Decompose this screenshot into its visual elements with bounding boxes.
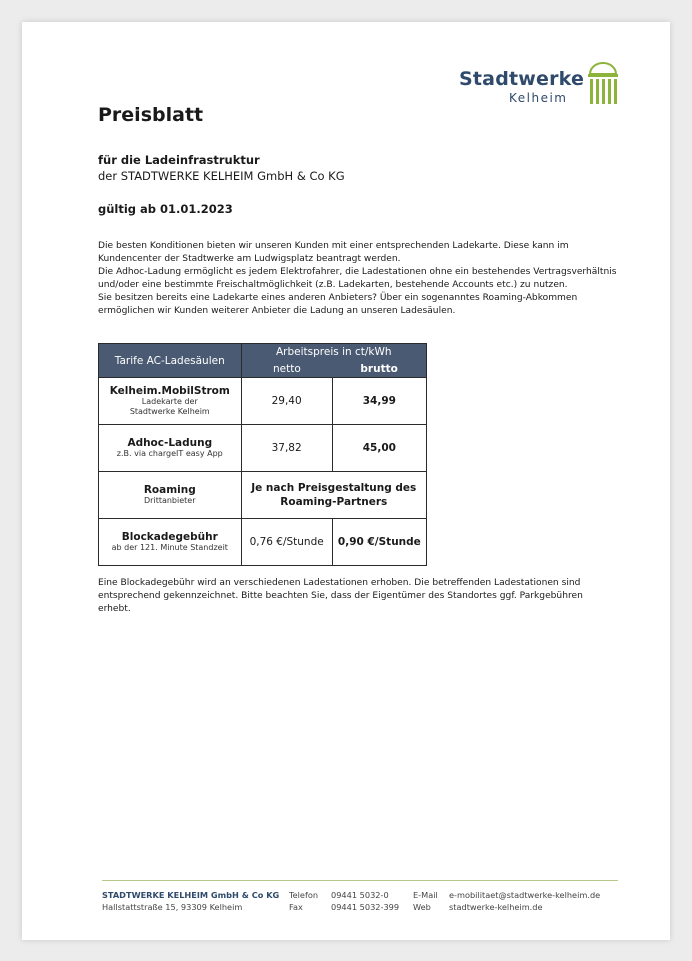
intro-text	[98, 240, 618, 317]
blockade-note: Eine Blockadegebühr wird an verschiedenen Ladestationen erhoben. Die betreffenden Ladestationen sind entsprechend gekennzeichnet. Bitte beachten Sie, dass der Eigentümer des Standortes ggf. Parkgebühren erhebt.	[98, 578, 583, 614]
logo-word-stadtwerke: Stadtwerke	[459, 68, 585, 90]
logo-word-kelheim: Kelheim	[509, 91, 568, 105]
tariff-name-cell	[99, 378, 242, 425]
validity-date: gültig ab 01.01.2023	[98, 202, 233, 216]
tariff-description: Ladekarte der Stadtwerke Kelheim	[129, 397, 210, 416]
footer-tel: 09441 5032-0	[331, 890, 389, 900]
document-page	[22, 22, 670, 940]
footer-web-labels	[413, 889, 438, 913]
page-title: Preisblatt	[98, 104, 204, 126]
tariff-description: ab der 121. Minute Standzeit	[111, 543, 228, 552]
price-roaming: Je nach Preisgestaltung des Roaming-Partners	[241, 472, 426, 519]
table-row	[99, 472, 427, 519]
header-netto: netto	[241, 361, 332, 378]
header-tarife: Tarife AC-Ladesäulen	[99, 344, 242, 378]
intro-paragraph: Sie besitzen bereits eine Ladekarte eines anderen Anbieters? Über ein sogenanntes Roaming-Abkommen ermöglichen wir Kunden weiterer Anbieter die Ladung an unseren Ladesäulen.	[98, 292, 578, 316]
price-brutto: 0,90 €/Stunde	[332, 519, 426, 566]
tariff-name-cell	[99, 425, 242, 472]
price-netto: 37,82	[241, 425, 332, 472]
table-row	[99, 519, 427, 566]
footer-company-block	[102, 889, 279, 913]
tariff-name-cell	[99, 472, 242, 519]
header-arbeitspreis: Arbeitspreis in ct/kWh	[241, 344, 426, 361]
footer	[102, 880, 618, 912]
intro-paragraph: Die besten Konditionen bieten wir unseren Kunden mit einer entsprechenden Ladekarte. Diese kann im Kundencenter der Stadtwerke am Ludwigsplatz beantragt werden.	[98, 241, 569, 264]
footer-phone-values	[331, 889, 399, 913]
header-brutto: brutto	[332, 361, 426, 378]
tariff-name: Roaming	[143, 484, 196, 496]
footer-web-link[interactable]: stadtwerke-kelheim.de	[449, 902, 543, 912]
footer-company: STADTWERKE KELHEIM GmbH & Co KG	[102, 890, 280, 900]
price-brutto: 45,00	[332, 425, 426, 472]
tariff-name: Blockadegebühr	[121, 531, 218, 543]
tariff-table	[98, 343, 427, 566]
footer-address: Hallstattstraße 15, 93309 Kelheim	[102, 902, 243, 912]
subtitle-bold: für die Ladeinfrastruktur	[98, 153, 260, 167]
footer-email-label: E-Mail	[413, 890, 438, 900]
footer-tel-label: Telefon	[289, 890, 319, 900]
table-row	[99, 378, 427, 425]
tariff-name: Kelheim.MobilStrom	[109, 385, 230, 397]
footer-email-link[interactable]: e-mobilitaet@stadtwerke-kelheim.de	[449, 890, 601, 900]
tariff-description: z.B. via chargeIT easy App	[116, 449, 223, 458]
price-brutto: 34,99	[332, 378, 426, 425]
logo-building-icon	[587, 60, 619, 106]
footer-fax: 09441 5032-399	[331, 902, 400, 912]
footer-web-values	[449, 889, 600, 913]
tariff-description: Drittanbieter	[144, 496, 196, 505]
table-row	[99, 425, 427, 472]
tariff-name-cell	[99, 519, 242, 566]
stadtwerke-logo	[459, 60, 619, 108]
footer-web-label: Web	[413, 902, 431, 912]
footer-phone-labels	[289, 889, 318, 913]
price-netto: 29,40	[241, 378, 332, 425]
price-netto: 0,76 €/Stunde	[241, 519, 332, 566]
subtitle-company: der STADTWERKE KELHEIM GmbH & Co KG	[98, 169, 345, 183]
tariff-name: Adhoc-Ladung	[127, 437, 213, 449]
footer-fax-label: Fax	[289, 902, 303, 912]
intro-paragraph: Die Adhoc-Ladung ermöglicht es jedem Elektrofahrer, die Ladestationen ohne ein bestehendes Vertragsverhältnis und/oder eine bestimmte Freischaltmöglichkeit (z.B. Ladekarten, bestehende Accounts etc.) zu nutzen.	[98, 266, 617, 290]
